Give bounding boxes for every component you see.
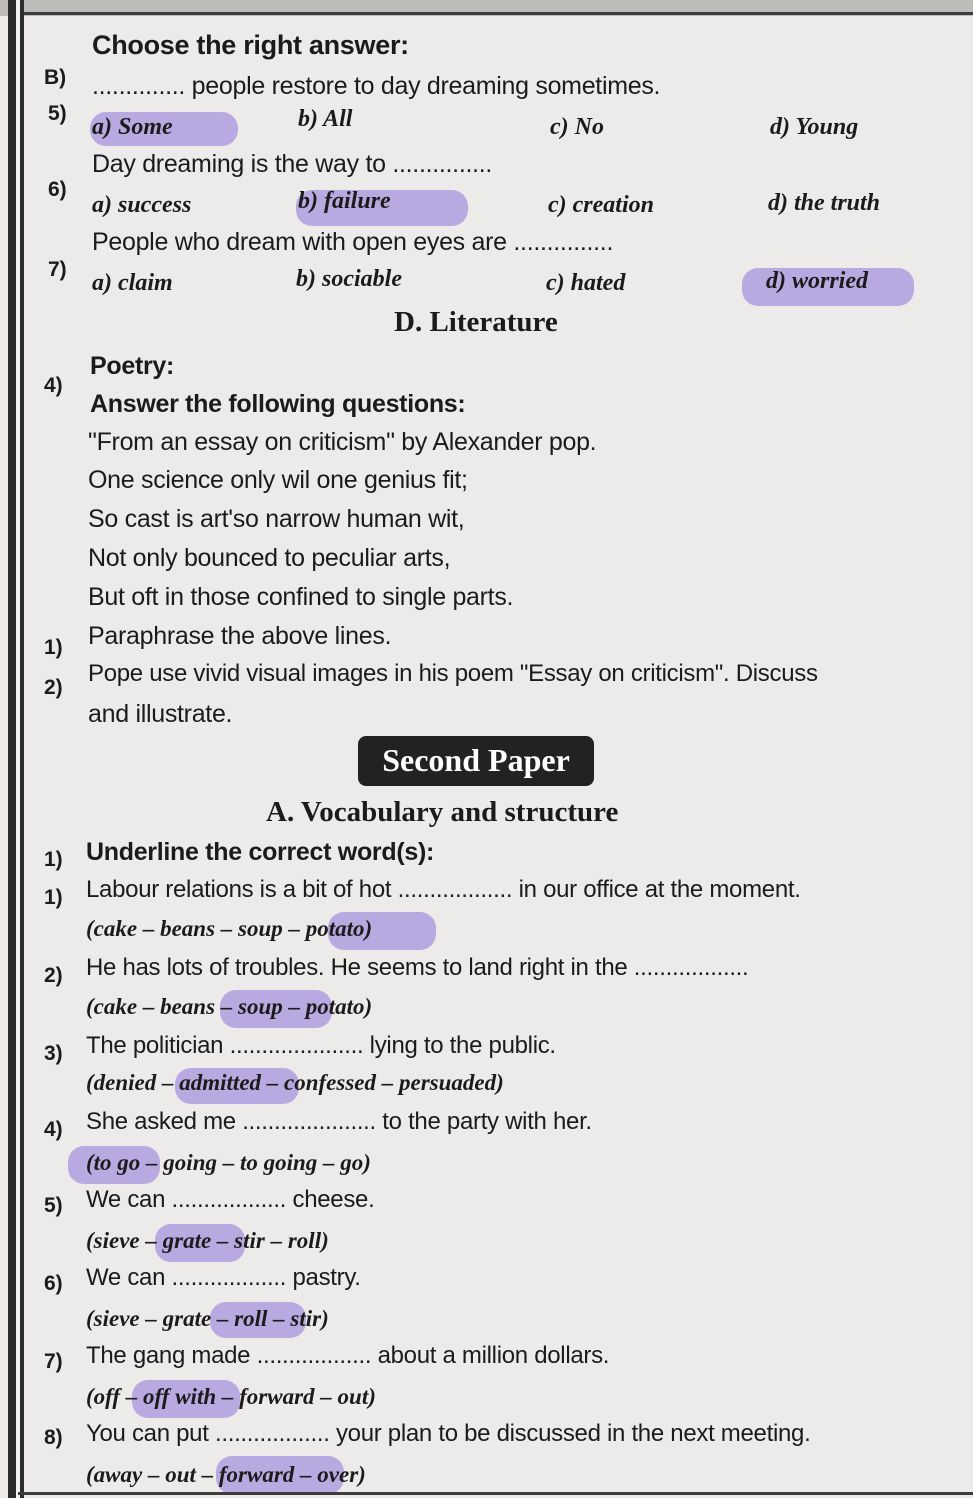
item-number: 8) (44, 1426, 63, 1449)
option-d[interactable]: d) the truth (768, 190, 881, 216)
item-sentence: We can .................. cheese. (86, 1186, 375, 1213)
item-choices[interactable]: (away – out – forward – over) (86, 1462, 366, 1487)
item-number: 3) (44, 1042, 63, 1065)
option-b[interactable]: b) sociable (296, 266, 402, 292)
option-a[interactable]: a) success (92, 192, 192, 218)
item-choices[interactable]: (cake – beans – soup – potato) (86, 916, 373, 941)
question-text-continued: and illustrate. (88, 700, 233, 728)
question-text: Paraphrase the above lines. (88, 622, 392, 650)
section-marker: B) (44, 66, 67, 89)
option-c[interactable]: c) creation (548, 192, 654, 218)
bottom-border-line (18, 1492, 973, 1495)
item-sentence: We can .................. pastry. (86, 1264, 361, 1291)
item-choices[interactable]: (sieve – grate – roll – stir) (86, 1306, 329, 1331)
item-choices[interactable]: (sieve – grate – stir – roll) (86, 1228, 329, 1253)
item-number: 6) (44, 1272, 63, 1295)
poem-line: So cast is art'so narrow human wit, (88, 505, 465, 533)
option-b[interactable]: b) All (298, 106, 353, 132)
item-number: 5) (44, 1194, 63, 1217)
item-sentence: The gang made .................. about a million dollars. (86, 1342, 610, 1369)
section-marker: 4) (44, 374, 63, 397)
item-choices[interactable]: (cake – beans – soup – potato) (86, 994, 373, 1019)
item-choices[interactable]: (off – off with – forward – out) (86, 1384, 376, 1409)
poem-title: "From an essay on criticism" by Alexander pop. (88, 428, 597, 456)
item-number: 7) (44, 1350, 63, 1373)
question-text: Pope use vivid visual images in his poem "Essay on criticism". Discuss (88, 660, 818, 687)
poem-line: One science only wil one genius fit; (88, 466, 468, 494)
poem-line: Not only bounced to peculiar arts, (88, 544, 451, 572)
question-text: Day dreaming is the way to ............... (92, 150, 493, 178)
item-choices[interactable]: (to go – going – to going – go) (86, 1150, 371, 1175)
item-number: 1) (44, 886, 63, 909)
option-c[interactable]: c) hated (546, 270, 626, 296)
item-sentence: The politician ..................... lying to the public. (86, 1032, 556, 1059)
item-sentence: Labour relations is a bit of hot .................. in our office at the moment. (86, 876, 801, 903)
item-sentence: You can put .................. your plan to be discussed in the next meeting. (86, 1420, 811, 1447)
question-number: 6) (48, 178, 67, 201)
option-a[interactable]: a) claim (92, 270, 173, 296)
item-sentence: He has lots of troubles. He seems to land right in the .................. (86, 954, 749, 981)
question-number: 7) (48, 258, 67, 281)
option-d[interactable]: d) worried (766, 268, 868, 294)
question-number: 5) (48, 102, 67, 125)
question-number: 1) (44, 636, 63, 659)
section-title: Choose the right answer: (92, 30, 409, 60)
section-marker: 1) (44, 848, 63, 871)
top-border-line (18, 12, 973, 15)
option-c[interactable]: c) No (550, 114, 604, 140)
item-choices[interactable]: (denied – admitted – confessed – persuaded) (86, 1070, 504, 1095)
option-d[interactable]: d) Young (770, 114, 859, 140)
item-number: 2) (44, 964, 63, 987)
poem-line: But oft in those confined to single parts. (88, 583, 514, 611)
literature-heading: D. Literature (394, 306, 558, 338)
binding-edge-inner (16, 0, 20, 1498)
second-paper-banner: Second Paper (358, 736, 594, 786)
instruction: Answer the following questions: (90, 390, 466, 418)
vocabulary-heading: A. Vocabulary and structure (266, 796, 619, 828)
question-text: People who dream with open eyes are ............... (92, 228, 614, 256)
option-a[interactable]: a) Some (92, 114, 173, 140)
item-sentence: She asked me ..................... to the party with her. (86, 1108, 592, 1135)
question-text: .............. people restore to day dreaming sometimes. (92, 72, 661, 100)
poetry-label: Poetry: (90, 352, 175, 380)
item-number: 4) (44, 1118, 63, 1141)
question-number: 2) (44, 676, 63, 699)
option-b[interactable]: b) failure (298, 188, 391, 214)
instruction: Underline the correct word(s): (86, 838, 434, 866)
